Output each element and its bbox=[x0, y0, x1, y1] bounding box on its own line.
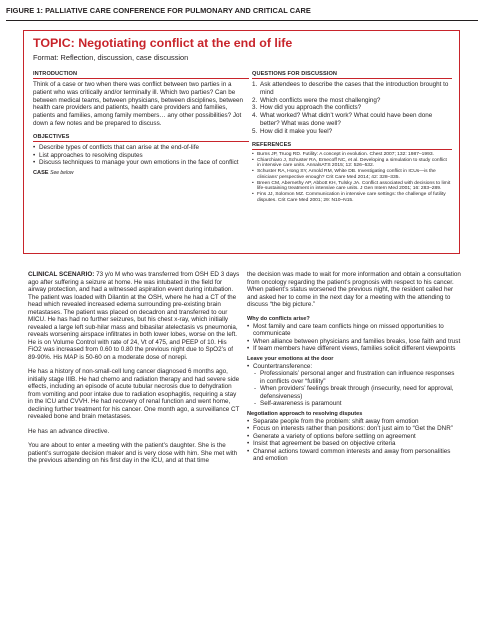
leave-subitem: - Professionals’ personal anger and frustration can influence responses in conflicts over “futility” bbox=[253, 370, 461, 385]
case-label bbox=[33, 170, 249, 176]
scenario-label: CLINICAL SCENARIO: bbox=[28, 271, 95, 278]
reference-item: • Schuster RA, Hong SY, Arnold RM, White DB. Investigating conflict in ICUs—is the clinicians’ perspective enough? Crit Care Med 2014; 42: 328–335. bbox=[252, 169, 452, 180]
reference-item: • Fins JJ, Solomon MZ. Communication in intensive care settings: the challenge of futility disputes. Crit Care Med 2001; 29: N10–N15. bbox=[252, 192, 452, 203]
leave-item: • Countertransference: - Professionals’ personal anger and frustration can influence responses in conflicts over “futility” - When providers’ feelings break through (insecurity, need for approval, defensiveness) - Self-awareness is paramount bbox=[247, 363, 461, 408]
scenario-paragraph-2: He has a history of non-small-cell lung cancer diagnosed 6 months ago, initially stage IIIB. He had chemo and radiation therapy and had severe side effects, including an episode of acute tubular necrosis due to dehydration from vomiting and poor intake due to radiation esophagitis, requiring a stay in the ICU and CVVH. He had recovery of renal function and went home, declining further treatment for his cancer. One month ago, a surveillance CT revealed bone and brain metastases. bbox=[28, 368, 240, 420]
negotiation-item: • Channel actions toward common interests and away from personalities and emotion bbox=[247, 448, 461, 463]
negotiation-list bbox=[247, 418, 461, 463]
why-item: • If team members have different views, families solicit different viewpoints bbox=[247, 345, 461, 353]
why-item: • Most family and care team conflicts hinge on missed opportunities to communicate bbox=[247, 323, 461, 338]
question-item: 2. Which conflicts were the most challenging? bbox=[252, 96, 381, 104]
references-rule bbox=[252, 149, 452, 150]
why-heading: Why do conflicts arise? bbox=[247, 315, 310, 322]
objective-item: • Discuss techniques to manage your own emotions in the face of conflict bbox=[33, 159, 249, 167]
format-line: Format: Reflection, discussion, case discussion bbox=[33, 53, 189, 62]
leave-subitem: - Self-awareness is paramount bbox=[253, 400, 461, 408]
negotiation-item: • Separate people from the problem: shift away from emotion bbox=[247, 418, 461, 426]
leave-heading: Leave your emotions at the door bbox=[247, 355, 334, 362]
scenario-paragraph-3: He has an advance directive. bbox=[28, 427, 110, 435]
scenario-paragraph-1: CLINICAL SCENARIO: 73 y/o M who was transferred from OSH ED 3 days ago after suffering a seizure at home. He was intubated in the field for airway protection, and had a witnessed aspiration event during intubation. The patient was loaded with Dilantin at the OSH, where he had a CT of the head which revealed increased edema surrounding pre-existing brain metastases. The patient was placed on decadron and transferred to our MICU. He has had no further seizures, but his chest x-ray, which initially revealed a large left sub-hilar mass and bibasilar atelectasis vs pneumonia, reveals worsening airspace infiltrates in both lower lobes, worse on the left. He is on Volume Control with rate of 24, Vt of 475, and PEEP of 10. His FiO2 was increased from 0.60 to 0.80 the previous night due to SpO2’s of 89-90%. His MAP is 50-60 on a moderate dose of norepi. bbox=[28, 271, 240, 361]
negotiation-item: • Generate a variety of options before settling on agreement bbox=[247, 433, 461, 441]
case-label-text: CASE bbox=[33, 170, 49, 177]
references-list bbox=[252, 152, 452, 204]
questions-heading: QUESTIONS FOR DISCUSSION bbox=[252, 71, 338, 77]
reference-item: • Chiarchiaro J, Schuster RA, Ernecoff NC, et al. Developing a simulation to study conflict in intensive care units. AnnalsATS 2015; 12: 526–532. bbox=[252, 158, 452, 169]
topic-heading: TOPIC: Negotiating conflict at the end of life bbox=[33, 36, 293, 50]
references-heading: REFERENCES bbox=[252, 141, 292, 148]
questions-list bbox=[252, 81, 452, 136]
objective-item: • List approaches to resolving disputes bbox=[33, 152, 249, 160]
why-list bbox=[247, 323, 461, 353]
negotiation-heading: Negotiation approach to resolving disputes bbox=[247, 410, 363, 417]
questions-rule bbox=[252, 78, 452, 79]
question-item: 1. Ask attendees to describe the cases that the introduction brought to mind bbox=[252, 81, 449, 96]
scenario-right-column bbox=[247, 271, 461, 463]
leave-sublist bbox=[253, 370, 461, 408]
worksheet-panel bbox=[23, 30, 460, 254]
case-see-below: See below bbox=[50, 170, 74, 177]
question-item: 3. How did you approach the conflicts? bbox=[252, 104, 362, 112]
why-item: • When alliance between physicians and families breaks, lose faith and trust bbox=[247, 338, 461, 346]
scenario-left-column bbox=[28, 271, 240, 472]
objective-item: • Describe types of conflicts that can arise at the end-of-life bbox=[33, 144, 249, 152]
introduction-heading: INTRODUCTION bbox=[33, 71, 78, 77]
negotiation-item: • Insist that agreement be based on objective criteria bbox=[247, 440, 461, 448]
objectives-heading: OBJECTIVES bbox=[33, 133, 70, 140]
reference-item: • Breen CM, Abernethy AP, Abbott KH, Tulsky JA. Conflict associated with decisions to limit life-sustaining treatment in intensive care units. J Gen Intern Med 2001; 16: 283–289. bbox=[252, 181, 452, 192]
objectives-rule bbox=[33, 141, 249, 142]
objectives-list bbox=[33, 144, 249, 167]
panel-left-column bbox=[33, 71, 249, 176]
introduction-rule bbox=[33, 78, 249, 79]
leave-subitem: - When providers’ feelings break through (insecurity, need for approval, defensiveness) bbox=[253, 385, 461, 400]
panel-right-column bbox=[252, 71, 452, 204]
negotiation-item: • Focus on interests rather than positions: don’t just aim to “Get the DNR” bbox=[247, 425, 461, 433]
question-item: 5. How did it make you feel? bbox=[252, 127, 333, 135]
figure-title-rule bbox=[6, 20, 478, 21]
reference-item: • Burns JP, Truog RD. Futility: A concept in evolution. Chest 2007; 132: 1987–1993. bbox=[252, 152, 452, 158]
scenario-paragraph-4: You are about to enter a meeting with the patient’s daughter. She is the patient’s surrogate decision maker and is very close with him. She met with the previous attending on his first day in the ICU, and at that time bbox=[28, 442, 238, 464]
figure-title: FIGURE 1: PALLIATIVE CARE CONFERENCE FOR PULMONARY AND CRITICAL CARE bbox=[6, 6, 311, 15]
scenario-paragraph-5: the decision was made to wait for more information and obtain a consultation from oncology regarding the patient’s prognosis with respect to his cancer. When patient’s status worsened the previous night, the resident called her and asked her to come in the next day for a meeting with the attending to discuss “the big picture.” bbox=[247, 271, 461, 308]
question-item: 4. What worked? What didn’t work? What could have been done better? What was done well? bbox=[252, 112, 433, 127]
introduction-text: Think of a case or two when there was conflict between two parties in a patient who was critically and/or terminally ill. Which two parties? Can be between medical teams, between physicians, between disciplines, between health care providers and patients, health care providers and families, patients and families, among family members… any other possibilities? Jot down a few notes and be prepared to discuss. bbox=[33, 81, 244, 127]
leave-list bbox=[247, 363, 461, 408]
